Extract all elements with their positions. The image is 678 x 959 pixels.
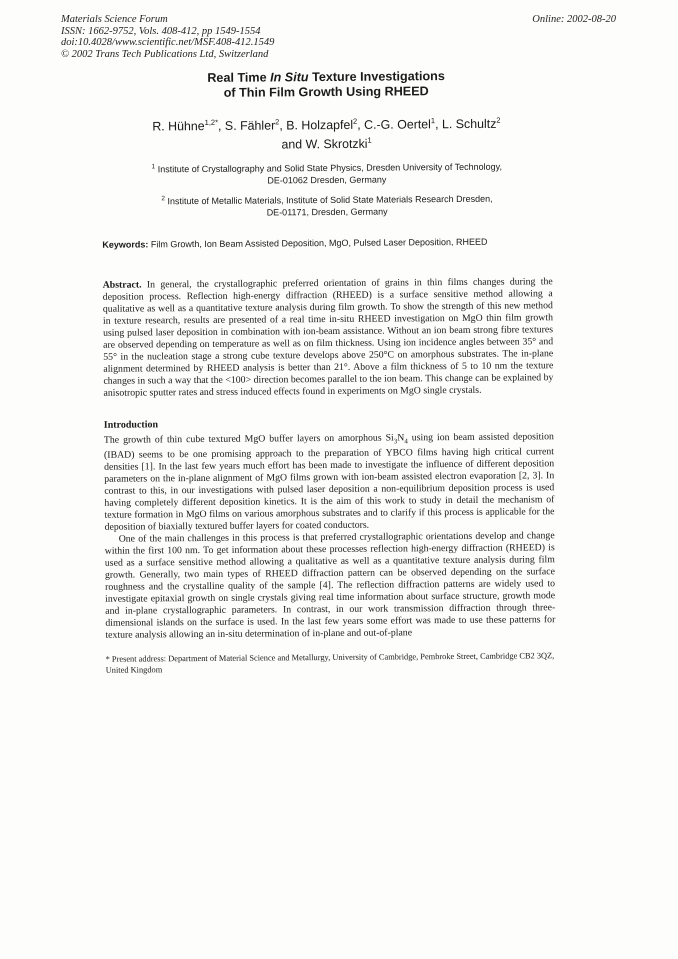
affiliation-2: $^2$ Institute of Metallic Materials, Institute of Solid State Materials Research Dresden, DE-01171, Dresden, Germany bbox=[161, 193, 493, 218]
abstract-text: In general, the crystallographic preferred orientation of grains in thin films changes during the deposition process. Reflection high-energy diffraction (RHEED) is a surface sensitive method allowing a qualitative as well as a quantitative texture analysis during film growth. To show the strength of this new method in texture research, results are presented of a real time in-situ RHEED investigation on MgO thin film growth using pulsed laser deposition in combination with ion-beam assistance. Without an ion beam strong fibre textures are observed depending on temperature as well as on film thickness. Using ion incidence angles between 35° and 55° in the nucleation stage a strong cube texture develops above 250°C on amorphous substrates. The in-plane alignment determined by RHEED analysis is better than 21°. Above a film thickness of 5 to 10 nm the texture changes in such a way that the <100> direction becomes parallel to the ion beam. This change can be explained by anisotropic sputter rates and stress induced effects found in experiments on MgO single crystals. bbox=[102, 276, 554, 400]
author-list: R. Hühne$^{1,2*}$, S. Fähler$^2$, B. Holzapfel$^2$, C.-G. Oertel$^1$, L. Schultz$^2$ and W. Skrotzki$^1$ bbox=[152, 115, 501, 152]
keywords bbox=[102, 236, 552, 250]
doi-line[interactable]: doi:10.4028/www.scientific.net/MSF.408-412.1549 bbox=[61, 37, 275, 48]
abstract-label: Abstract. bbox=[102, 279, 142, 292]
author-affil-marker: 2 bbox=[352, 116, 358, 126]
intro-paragraph-2: One of the main challenges in this process is that preferred crystallographic orientations develop and change within the first 100 nm. To get information about these processes reflection high-energy diffraction (RHEED) is used as a surface sensitive method allowing a qualitative as well as a quantitative texture analysis during film growth. Generally, two main types of RHEED diffraction pattern can be observed depending on the surface roughness and the crystalline quality of the sample [4]. The reflection diffraction patterns are widely used to investigate epitaxial growth on single crystals giving real time information about surface structure, growth mode and in-plane crystallographic parameters. In contrast, in our work transmission diffraction through three-dimensional islands on the surface is used. In the last few years some effort was made to use these patterns for texture analysis allowing an in-situ determination of in-plane and out-of-plane bbox=[104, 530, 556, 641]
online-date: Online: 2002-08-20 bbox=[532, 14, 616, 25]
intro-paragraph-1: The growth of thin cube textured MgO buffer layers on amorphous $Si_3N_4$ using ion beam assisted deposition (IBAD) seems to be one promising approach to the preparation of YBCO films having high critical current densities [1]. In the last few years much effort has been made to investigate the influence of different deposition parameters on the in-plane alignment of MgO films grown with ion-beam assisted electron evaporation [2, 3]. In contrast to this, in our investigations with pulsed laser deposition a non-equilibrium deposition process is used having completely different deposition kinetics. It is the aim of this work to study in detail the mechanism of texture formation in MgO films on various amorphous substrates and to clarify if this process is applicable for the deposition of biaxially textured buffer layers for coated conductors. bbox=[103, 431, 555, 533]
author-name: L. Schultz bbox=[441, 116, 497, 132]
affiliation-1: $^1$ Institute of Crystallography and Solid State Physics, Dresden University of Technology, DE-01062 Dresden, Germany bbox=[151, 161, 503, 186]
author-name: and W. Skrotzki bbox=[281, 136, 368, 152]
title-line-1: Real Time In Situ Texture Investigations bbox=[207, 69, 445, 85]
publication-header bbox=[61, 14, 274, 60]
issn-line: ISSN: 1662-9752, Vols. 408-412, pp 1549-1554 bbox=[61, 25, 261, 37]
author-name: R. Hühne bbox=[152, 119, 205, 134]
author-name: B. Holzapfel bbox=[286, 117, 354, 133]
author-affil-marker: 2 bbox=[496, 115, 501, 125]
footnote bbox=[106, 650, 556, 676]
author-affil-marker: 1,2* bbox=[204, 117, 219, 127]
section-heading-introduction: Introduction bbox=[103, 419, 159, 432]
author-name: S. Fähler bbox=[224, 118, 276, 133]
author-affil-marker: 1 bbox=[367, 135, 372, 145]
author-affil-marker: 2 bbox=[275, 117, 280, 127]
title-line-2: of Thin Film Growth Using RHEED bbox=[223, 84, 429, 100]
footnote-text: Present address: Department of Material Science and Metallurgy, University of Cambridge, Pembroke Street, Cambridge CB2 3QZ, United Kingdom bbox=[105, 651, 555, 675]
journal-name: Materials Science Forum bbox=[61, 14, 168, 25]
keywords-label: Keywords: bbox=[102, 239, 149, 251]
copyright-line: © 2002 Trans Tech Publications Ltd, Switzerland bbox=[61, 48, 269, 60]
paper-body bbox=[101, 68, 556, 676]
abstract bbox=[103, 276, 554, 400]
title-italic: In Situ bbox=[270, 70, 309, 85]
keywords-text: Film Growth, Ion Beam Assisted Deposition, MgO, Pulsed Laser Deposition, RHEED bbox=[150, 236, 488, 250]
footnote-marker: * bbox=[105, 654, 110, 664]
paper-title bbox=[101, 68, 551, 102]
author-name: C.-G. Oertel bbox=[364, 117, 431, 132]
author-affil-marker: 1 bbox=[430, 116, 436, 126]
